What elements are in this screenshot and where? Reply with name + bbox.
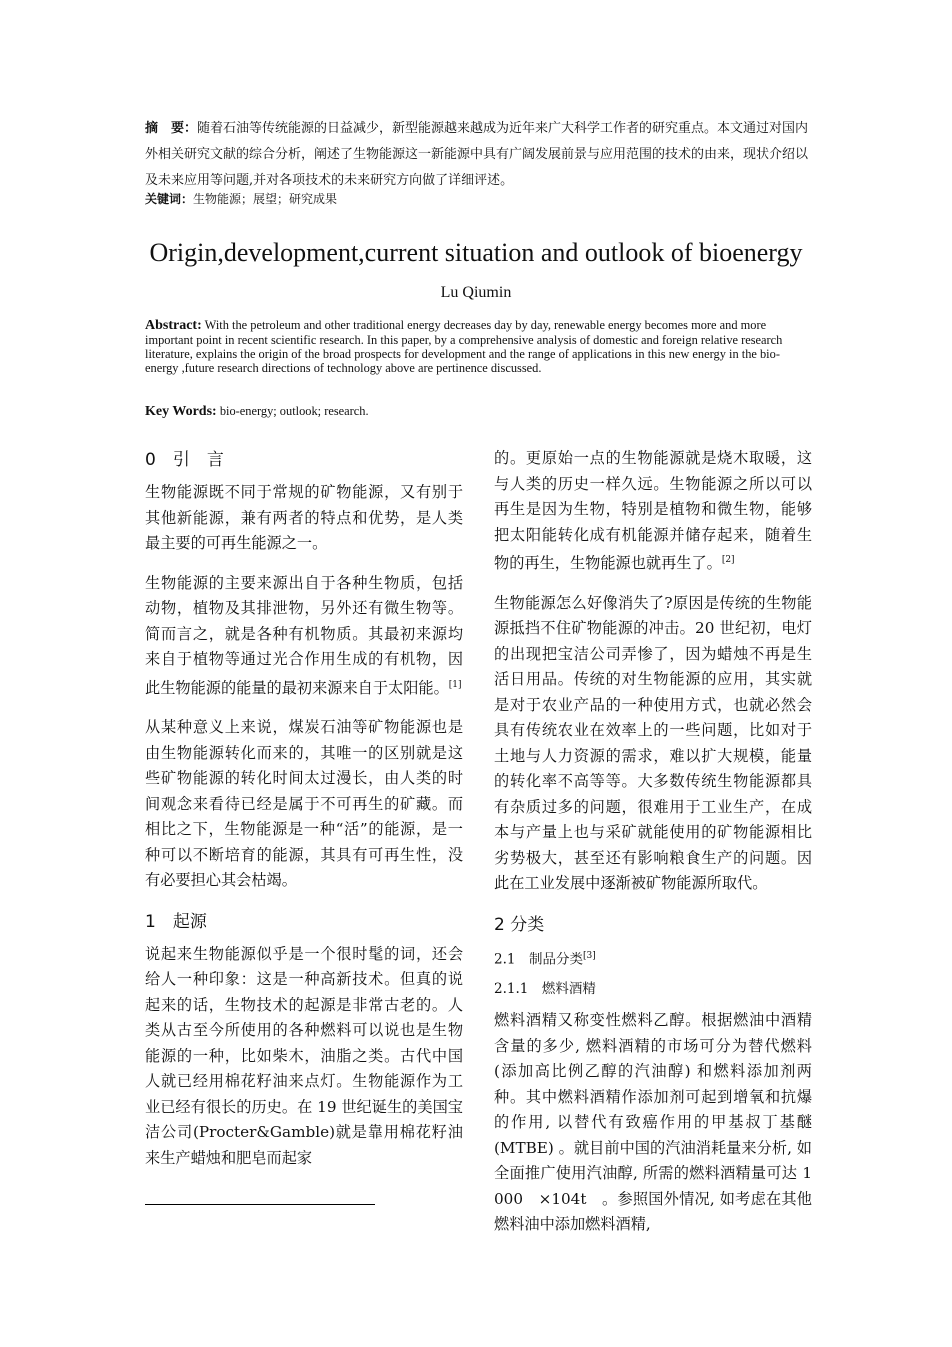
abstract-text: 随着石油等传统能源的日益减少，新型能源越来越成为近年来广大科学工作者的研究重点。本文通过对国内外相关研究文献的综合分析，阐述了生物能源这一新能源中具有广阔发展前景与应用范围的技术的由来，现状介绍以及未来应用等问题,并对各项技术的未来研究方向做了详细评述。 xyxy=(145,121,809,188)
chinese-abstract xyxy=(145,116,813,194)
en-keywords-text: bio-energy; outlook; research. xyxy=(219,404,369,418)
paragraph xyxy=(494,446,812,577)
subsubsection-heading: 2.1.1 燃料酒精 xyxy=(494,981,596,998)
section-heading-classification: 2 分类 xyxy=(494,914,545,935)
paragraph xyxy=(145,571,463,702)
paragraph-text: 的。更原始一点的生物能源就是烧木取暖，这与人类的历史一样久远。生物能源之所以可以再生是因为生物，特别是植物和微生物，能够把太阳能转化成有机能源并储存起来，随着生物的再生，生物能源也就再生了。 xyxy=(494,449,812,573)
footnote-rule xyxy=(145,1204,375,1205)
paragraph-text: 生物能源的主要来源出自于各种生物质，包括动物，植物及其排泄物，另外还有微生物等。简而言之，就是各种有机物质。其最初来源均来自于植物等通过光合作用生成的有机物，因此生物能源的能量的最初来源来自于太阳能。 xyxy=(145,573,463,697)
english-title: Origin,development,current situation and outlook of bioenergy xyxy=(149,238,803,267)
english-keywords xyxy=(145,404,369,420)
keywords-label: 关键词： xyxy=(145,192,194,206)
keywords-text: 生物能源；展望；研究成果 xyxy=(193,192,338,206)
paragraph: 燃料酒精又称变性燃料乙醇。根据燃油中酒精含量的多少, 燃料酒精的市场可分为替代燃料(添加高比例乙醇的汽油醇) 和燃料添加剂两种。其中燃料酒精作添加剂可起到增氧和抗爆的作用, 以替代有致癌作用的甲基叔丁基醚(MTBE) 。就目前中国的汽油消耗量来分析, 如全面推广使用汽油醇, 所需的燃料酒精量可达 1 000 ×104t 。参照国外情况, 如考虑在其他燃料油中添加燃料酒精, xyxy=(494,1011,812,1234)
section-heading-intro: 0 引 言 xyxy=(145,450,224,470)
citation-ref: [2] xyxy=(721,555,735,565)
en-abstract-label: Abstract: xyxy=(145,318,202,333)
author-name: Lu Qiumin xyxy=(440,284,512,301)
abstract-label: 摘 要： xyxy=(145,121,198,136)
citation-ref: [3] xyxy=(582,950,596,961)
english-abstract xyxy=(145,318,813,375)
paragraph: 从某种意义上来说，煤炭石油等矿物能源也是由生物能源转化而来的，其唯一的区别就是这些矿物能源的转化时间太过漫长，由人类的时间观念来看待已经是属于不可再生的矿藏。而相比之下，生物能源是一种“活”的能源，是一种可以不断培育的能源，其具有可再生性，没有必要担心其会枯竭。 xyxy=(145,718,463,890)
paragraph: 生物能源怎么好像消失了?原因是传统的生物能源抵挡不住矿物能源的冲击。20 世纪初，电灯的出现把宝洁公司弄惨了，因为蜡烛不再是生活日用品。传统的对生物能源的应用，其实就是对于农业产品的一种使用方式，也就必然会具有传统农业在效率上的一些问题，比如对于土地与人力资源的需求，难以扩大规模，能量的转化率不高等等。大多数传统生物能源都具有杂质过多的问题，很难用于工业生产，在成本与产量上也与采矿就能使用的矿物能源相比劣势极大，甚至还有影响粮食生产的问题。因此在工业发展中逐渐被矿物能源所取代。 xyxy=(494,593,812,893)
en-keywords-label: Key Words: xyxy=(145,404,217,419)
subsection-title: 2.1 制品分类 xyxy=(494,951,583,968)
paragraph: 生物能源既不同于常规的矿物能源，又有别于其他新能源，兼有两者的特点和优势，是人类最主要的可再生能源之一。 xyxy=(145,483,463,552)
paragraph: 说起来生物能源似乎是一个很时髦的词，还会给人一种印象：这是一种高新技术。但真的说起来的话，生物技术的起源是非常古老的。人类从古至今所使用的各种燃料可以说也是生物能源的一种，比如柴木，油脂之类。古代中国人就已经用棉花籽油来点灯。生物能源作为工业已经有很长的历史。在 19 世纪诞生的美国宝洁公司(Procter&Gamble)就是靠用棉花籽油来生产蜡烛和肥皂而起家 xyxy=(145,944,463,1167)
subsection-heading xyxy=(494,945,812,971)
chinese-keywords xyxy=(145,190,337,207)
citation-ref: [1] xyxy=(448,679,462,690)
right-column xyxy=(494,446,812,1252)
left-column xyxy=(145,446,463,1185)
section-heading-origin: 1 起源 xyxy=(145,911,207,932)
en-abstract-text: With the petroleum and other traditional energy decreases day by day, renewable energy becomes more and more important point in recent scientific research. In this paper, by a comprehensive analysis of domestic and foreign relative research literature, explains the origin of the broad prospects for development and the range of applications in this new energy in the bio-energy ,future research directions of technology above are pertinence discussed. xyxy=(145,318,783,375)
